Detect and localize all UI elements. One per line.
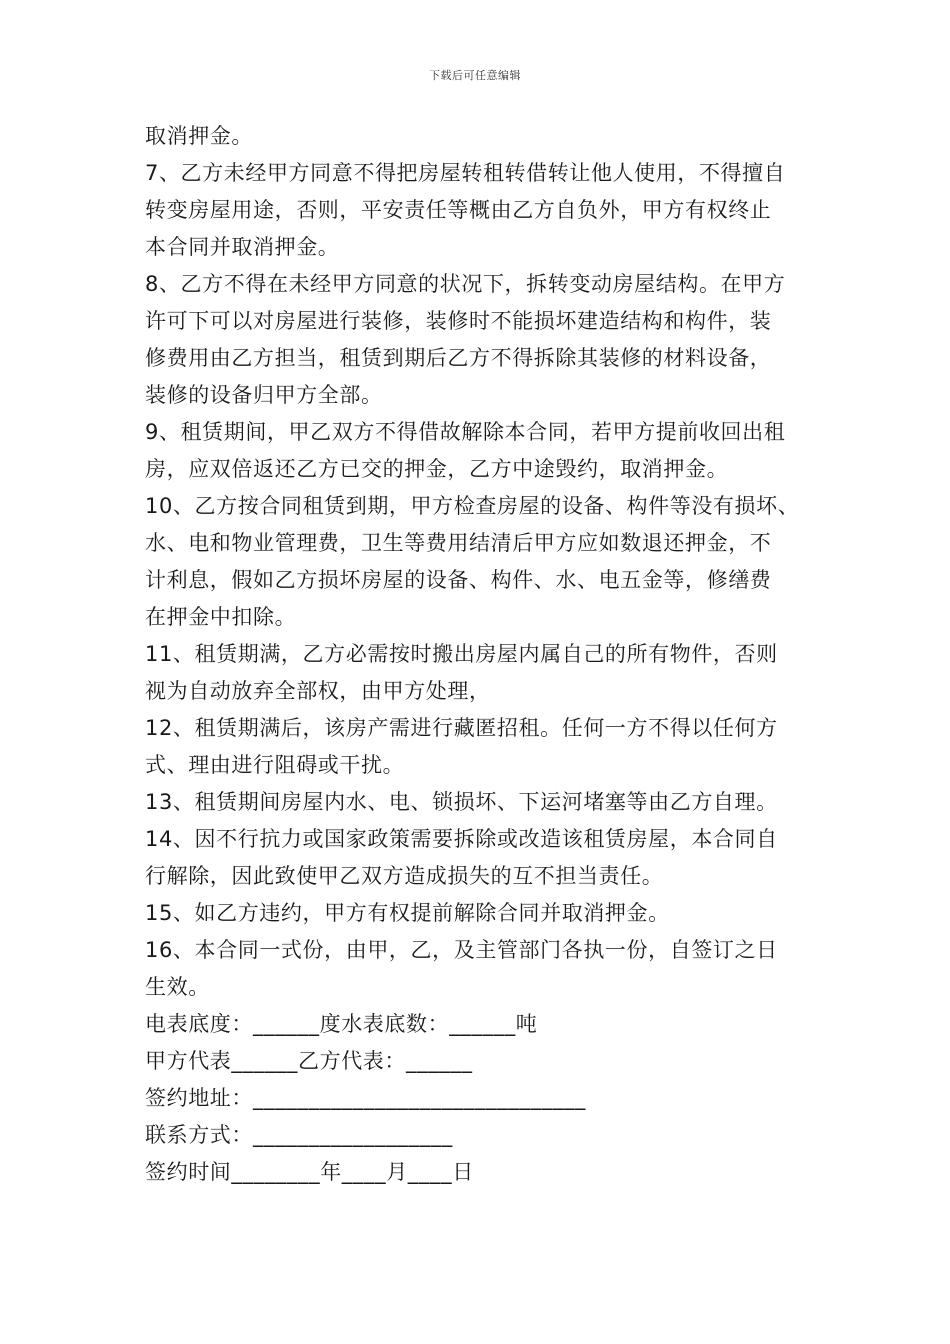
clause-12-line: 式、理由进行阻碍或干扰。 [145, 753, 405, 777]
clause-16-line: 16、本合同一式份，由甲，乙，及主管部门各执一份，自签订之日 [145, 938, 778, 962]
signing-date-field: 签约时间________年____月____日 [145, 1160, 474, 1184]
contact-info-field: 联系方式：__________________ [145, 1123, 453, 1147]
clause-16-line: 生效。 [145, 975, 210, 999]
clause-12-line: 12、租赁期满后，该房产需进行藏匿招租。任何一方不得以任何方 [145, 716, 778, 740]
clause-10-line: 在押金中扣除。 [145, 605, 297, 629]
signing-address-field: 签约地址：______________________________ [145, 1086, 586, 1110]
clause-8-line: 装修的设备归甲方全部。 [145, 383, 383, 407]
clause-13-line: 13、租赁期间房屋内水、电、锁损坏、下运河堵塞等由乙方自理。 [145, 790, 778, 814]
document-body [145, 118, 825, 1191]
clause-10-line: 水、电和物业管理费，卫生等费用结清后甲方应如数退还押金，不 [145, 531, 772, 555]
clause-8-line: 8、乙方不得在未经甲方同意的状况下，拆转变动房屋结构。在甲方 [145, 272, 786, 296]
clause-8-line: 修费用由乙方担当，租赁到期后乙方不得拆除其装修的材料设备， [145, 346, 772, 370]
clause-9-line: 房，应双倍返还乙方已交的押金，乙方中途毁约，取消押金。 [145, 457, 729, 481]
clause-11-line: 视为自动放弃全部权，由甲方处理， [145, 679, 491, 703]
clause-10-line: 计利息，假如乙方损坏房屋的设备、构件、水、电五金等，修缮费 [145, 568, 772, 592]
text-line: 取消押金。 [145, 124, 253, 148]
clause-10-line: 10、乙方按合同租赁到期，甲方检查房屋的设备、构件等没有损坏、 [145, 494, 800, 518]
clause-14-line: 行解除，因此致使甲乙双方造成损失的互不担当责任。 [145, 864, 664, 888]
clause-15-line: 15、如乙方违约，甲方有权提前解除合同并取消押金。 [145, 901, 670, 925]
clause-9-line: 9、租赁期间，甲乙双方不得借故解除本合同，若甲方提前收回出租 [145, 420, 786, 444]
clause-14-line: 14、因不行抗力或国家政策需要拆除或改造该租赁房屋，本合同自 [145, 827, 778, 851]
clause-7-line: 7、乙方未经甲方同意不得把房屋转租转借转让他人使用，不得擅自 [145, 161, 786, 185]
clause-8-line: 许可下可以对房屋进行装修，装修时不能损坏建造结构和构件，装 [145, 309, 772, 333]
clause-11-line: 11、租赁期满，乙方必需按时搬出房屋内属自己的所有物件，否则 [145, 642, 778, 666]
party-representatives-field: 甲方代表______乙方代表：______ [145, 1049, 473, 1073]
page-header: 下载后可任意编辑 [429, 69, 521, 82]
clause-7-line: 转变房屋用途，否则，平安责任等概由乙方自负外，甲方有权终止 [145, 198, 772, 222]
meter-readings-field: 电表底度：______度水表底数：______吨 [145, 1012, 538, 1036]
clause-7-line: 本合同并取消押金。 [145, 235, 340, 259]
